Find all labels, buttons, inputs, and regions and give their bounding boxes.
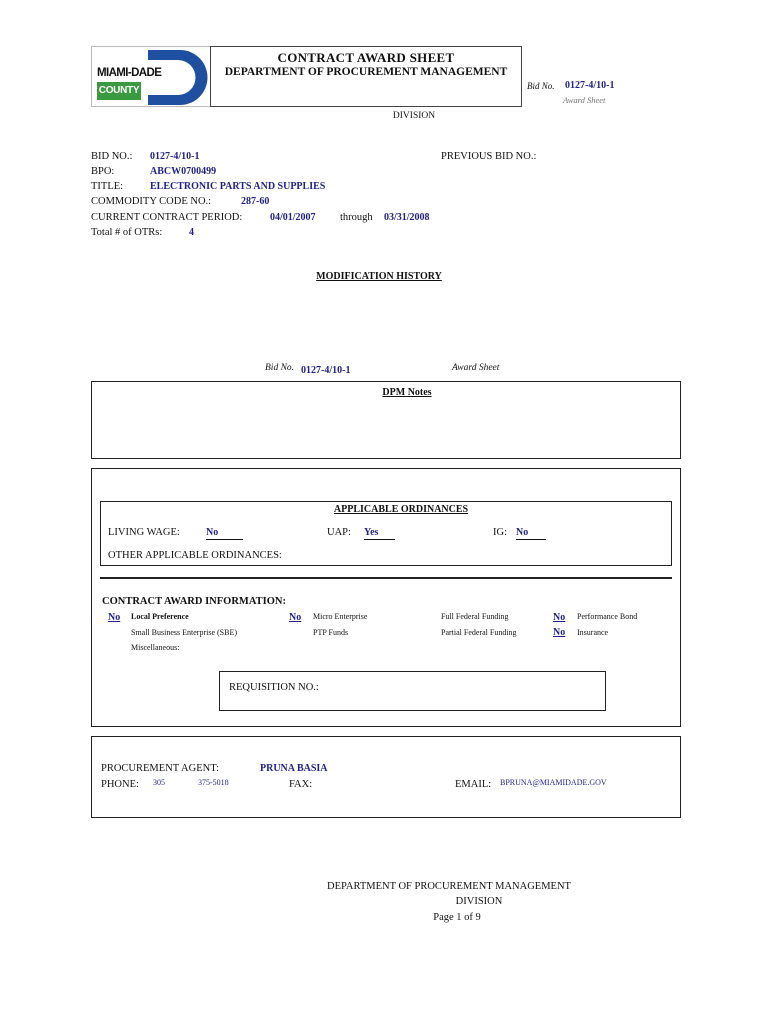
- logo-text: MIAMI-DADE: [97, 67, 162, 79]
- header-division: DIVISION: [392, 111, 436, 121]
- dpm-notes-box: [91, 381, 681, 459]
- phone-label: PHONE:: [101, 779, 139, 790]
- header-title-box: [210, 46, 522, 107]
- micro-enterprise-label: Micro Enterprise: [313, 612, 368, 621]
- otrs-value: 4: [189, 227, 194, 238]
- title-label: TITLE:: [91, 181, 124, 192]
- ref-bid-no-label: Bid No.: [265, 363, 295, 373]
- contract-period-label: CURRENT CONTRACT PERIOD:: [91, 212, 243, 223]
- miami-dade-county-logo: [91, 46, 211, 107]
- full-federal-funding-label: Full Federal Funding: [441, 612, 509, 621]
- otrs-label: Total # of OTRs:: [91, 227, 163, 238]
- ptp-funds-label: PTP Funds: [313, 628, 349, 637]
- title-value: ELECTRONIC PARTS AND SUPPLIES: [150, 181, 326, 192]
- requisition-label: REQUISITION NO.:: [229, 682, 319, 693]
- living-wage-label: LIVING WAGE:: [108, 527, 180, 538]
- ref-award-sheet: Award Sheet: [452, 363, 500, 373]
- phone-number: 375-5018: [198, 778, 229, 787]
- footer-department: DEPARTMENT OF PROCUREMENT MANAGEMENT: [327, 881, 571, 892]
- partial-federal-funding-label: Partial Federal Funding: [441, 628, 517, 637]
- bid-no-label: BID NO.:: [91, 151, 133, 162]
- ref-bid-no: 0127-4/10-1: [301, 365, 351, 376]
- sbe-label: Small Business Enterprise (SBE): [131, 628, 237, 637]
- dpm-notes-heading: DPM Notes: [382, 387, 432, 398]
- commodity-code-label: COMMODITY CODE NO.:: [91, 196, 212, 207]
- page-title: CONTRACT AWARD SHEET: [277, 50, 455, 65]
- logo-county-text: COUNTY: [97, 82, 141, 100]
- fax-label: FAX:: [289, 779, 313, 790]
- page-number: Page 1 of 9: [433, 912, 481, 923]
- insurance-label: Insurance: [577, 628, 609, 637]
- award-info-heading: CONTRACT AWARD INFORMATION:: [102, 596, 286, 607]
- bpo-value: ABCW0700499: [150, 166, 217, 177]
- performance-bond-label: Performance Bond: [577, 612, 638, 621]
- header-bid-no: 0127-4/10-1: [565, 80, 615, 91]
- contract-period-through: through: [340, 212, 373, 223]
- local-preference-label: Local Preference: [131, 612, 189, 621]
- contract-period-start: 04/01/2007: [270, 212, 316, 223]
- previous-bid-label: PREVIOUS BID NO.:: [441, 151, 537, 162]
- ig-value: No: [516, 526, 546, 540]
- email-value: BPRUNA@MIAMIDADE.GOV: [500, 778, 607, 787]
- modification-history-heading: MODIFICATION HISTORY: [316, 271, 442, 282]
- performance-bond-value: No: [553, 612, 566, 623]
- page-subtitle: DEPARTMENT OF PROCUREMENT MANAGEMENT: [224, 66, 508, 78]
- uap-value: Yes: [364, 526, 395, 540]
- bpo-label: BPO:: [91, 166, 115, 177]
- local-preference-value: No: [108, 612, 121, 623]
- uap-label: UAP:: [327, 527, 351, 538]
- procurement-agent-label: PROCUREMENT AGENT:: [101, 763, 220, 774]
- insurance-value: No: [553, 627, 566, 638]
- email-label: EMAIL:: [455, 779, 492, 790]
- requisition-box: [219, 671, 606, 711]
- header-award-sheet: Award Sheet: [563, 95, 606, 105]
- living-wage-value: No: [206, 526, 243, 540]
- micro-enterprise-value: No: [289, 612, 302, 623]
- other-ordinances-label: OTHER APPLICABLE ORDINANCES:: [108, 550, 282, 561]
- miscellaneous-label: Miscellaneous:: [131, 643, 180, 652]
- header-bid-no-label: Bid No.: [527, 81, 555, 91]
- footer-division: DIVISION: [455, 896, 503, 907]
- ig-label: IG:: [493, 527, 507, 538]
- ordinances-heading: APPLICABLE ORDINANCES: [333, 504, 469, 515]
- bid-no-value: 0127-4/10-1: [150, 151, 200, 162]
- procurement-agent-name: PRUNA BASIA: [260, 763, 328, 774]
- section-divider: [100, 577, 672, 579]
- commodity-code-value: 287-60: [241, 196, 270, 207]
- phone-area-code: 305: [153, 778, 165, 787]
- contract-period-end: 03/31/2008: [384, 212, 430, 223]
